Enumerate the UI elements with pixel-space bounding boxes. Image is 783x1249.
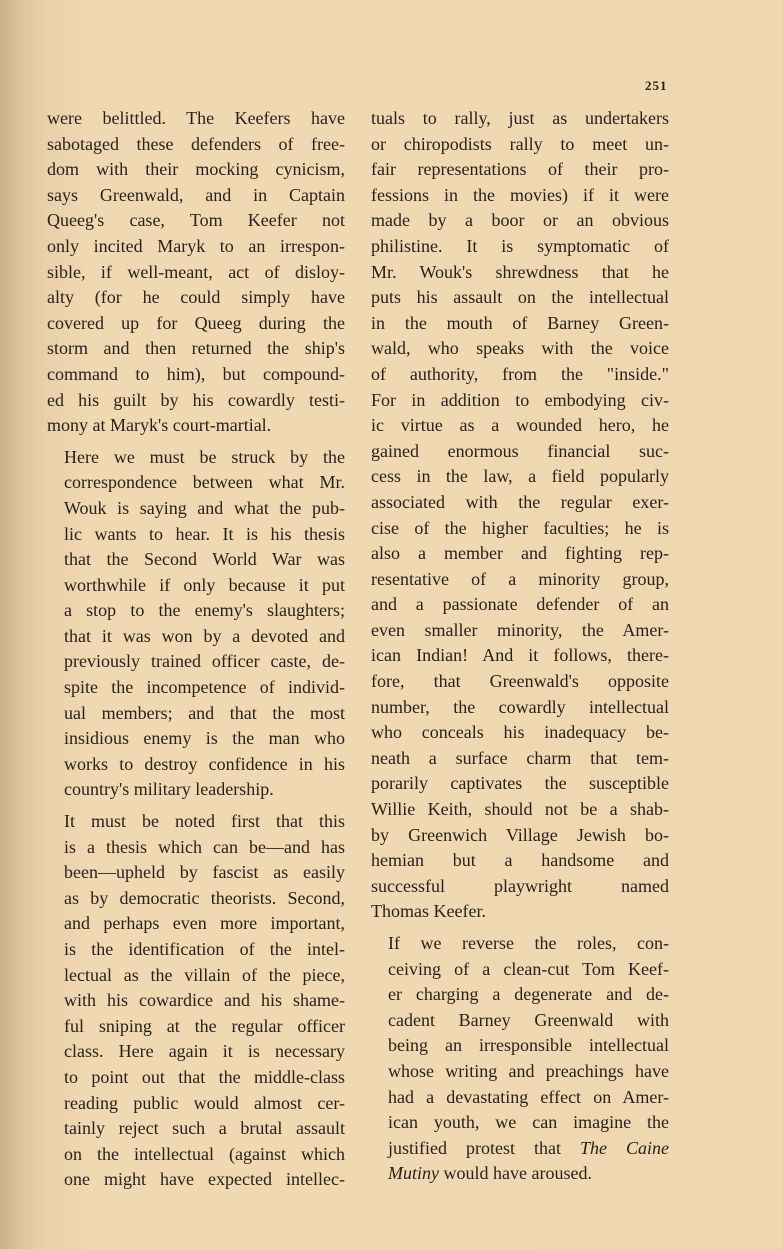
- text-line: lic wants to hear. It is his thesis: [64, 523, 345, 544]
- paragraph-4: [371, 106, 669, 925]
- text-line: class. Here again it is necessary: [64, 1041, 345, 1062]
- book-title-fragment: Mutiny: [388, 1163, 439, 1184]
- text-line: For in addition to embodying civ-: [371, 389, 669, 410]
- right-text-column: [371, 106, 669, 1193]
- text-line: and a passionate defender of an: [371, 594, 669, 615]
- text-fragment: would have aroused.: [439, 1163, 592, 1184]
- text-line: [371, 1136, 669, 1162]
- text-line: puts his assault on the intellectual: [371, 287, 669, 308]
- text-line: insidious enemy is the man who: [64, 728, 345, 749]
- text-line: works to destroy confidence in his: [64, 753, 345, 774]
- text-line: cess in the law, a field popularly: [371, 466, 669, 487]
- paragraph-1: [47, 106, 345, 439]
- text-line: number, the cowardly intellectual: [371, 696, 669, 717]
- text-line: ed his guilt by his cowardly testi-: [47, 389, 345, 410]
- text-line: been—upheld by fascist as easily: [64, 862, 345, 883]
- text-line: only incited Maryk to an irrespon-: [47, 235, 345, 256]
- text-line: fessions in the movies) if it were: [371, 184, 669, 205]
- text-line: hemian but a handsome and: [371, 850, 669, 871]
- text-line: ceiving of a clean-cut Tom Keef-: [388, 958, 669, 979]
- text-line: also a member and fighting rep-: [371, 543, 669, 564]
- text-line: by Greenwich Village Jewish bo-: [371, 824, 669, 845]
- paragraph-5: [371, 931, 669, 1187]
- text-line: tainly reject such a brutal assault: [64, 1118, 345, 1139]
- text-line: previously trained officer caste, de-: [64, 651, 345, 672]
- text-line: a stop to the enemy's slaughters;: [64, 600, 345, 621]
- page-number: 251: [645, 78, 668, 93]
- text-line: ican Indian! And it follows, there-: [371, 645, 669, 666]
- text-line: philistine. It is symptomatic of: [371, 235, 669, 256]
- text-line: or chiropodists rally to meet un-: [371, 133, 669, 154]
- text-line: whose writing and preachings have: [388, 1060, 669, 1081]
- text-line: spite the incompetence of individ-: [64, 677, 345, 698]
- paragraph-3: [47, 809, 345, 1193]
- text-line: country's military leadership.: [64, 779, 274, 800]
- text-line: correspondence between what Mr.: [64, 472, 345, 493]
- text-line: is the identification of the intel-: [64, 939, 345, 959]
- text-line: Queeg's case, Tom Keefer not: [47, 210, 345, 231]
- text-line: in the mouth of Barney Green-: [371, 312, 669, 333]
- text-line: that it was won by a devoted and: [64, 625, 345, 646]
- text-line: Here we must be struck by the: [64, 446, 345, 467]
- text-line: of authority, from the "inside.": [371, 363, 669, 384]
- text-line: fair representations of their pro-: [371, 159, 669, 180]
- paragraph-2: [47, 445, 345, 803]
- text-line: Willie Keith, should not be a shab-: [371, 799, 669, 820]
- text-line: to point out that the middle-class: [64, 1066, 345, 1087]
- text-line: ual members; and that the most: [64, 702, 345, 723]
- text-line: [371, 1161, 669, 1187]
- text-line: If we reverse the roles, con-: [388, 933, 669, 953]
- text-line: command to him), but compound-: [47, 363, 345, 384]
- text-line: had a devastating effect on Amer-: [388, 1086, 669, 1107]
- text-line: mony at Maryk's court-martial.: [47, 415, 272, 436]
- text-line: associated with the regular exer-: [371, 491, 669, 512]
- text-line: storm and then returned the ship's: [47, 338, 345, 359]
- text-line: resentative of a minority group,: [371, 568, 669, 589]
- text-line: on the intellectual (against which: [64, 1143, 345, 1164]
- text-fragment: justified protest that: [388, 1137, 580, 1158]
- text-line: sible, if well-meant, act of disloy-: [47, 261, 345, 282]
- text-line: being an irresponsible intellectual: [388, 1035, 669, 1056]
- text-line: Thomas Keefer.: [371, 901, 486, 922]
- book-title-fragment: The Caine: [580, 1137, 669, 1158]
- text-line: wald, who speaks with the voice: [371, 338, 669, 359]
- text-line: ful sniping at the regular officer: [64, 1015, 345, 1036]
- text-line: who conceals his inadequacy be-: [371, 722, 669, 743]
- text-line: cadent Barney Greenwald with: [388, 1009, 669, 1030]
- text-line: porarily captivates the susceptible: [371, 773, 669, 794]
- text-line: cise of the higher faculties; he is: [371, 517, 669, 538]
- text-line: one might have expected intellec-: [64, 1169, 345, 1190]
- text-line: and perhaps even more important,: [64, 913, 345, 934]
- text-line: alty (for he could simply have: [47, 287, 345, 308]
- text-line: Wouk is saying and what the pub-: [64, 497, 345, 518]
- text-line: successful playwright named: [371, 875, 669, 896]
- text-line: covered up for Queeg during the: [47, 312, 345, 333]
- text-line: reading public would almost cer-: [64, 1092, 345, 1113]
- text-line: er charging a degenerate and de-: [388, 984, 669, 1005]
- text-line: is a thesis which can be—and has: [64, 836, 345, 857]
- text-line: as by democratic theorists. Second,: [64, 887, 345, 908]
- text-line: neath a surface charm that tem-: [371, 747, 669, 768]
- left-text-column: [47, 106, 345, 1199]
- text-line: with his cowardice and his shame-: [64, 990, 345, 1011]
- text-line: Mr. Wouk's shrewdness that he: [371, 261, 669, 282]
- text-line: ic virtue as a wounded hero, he: [371, 415, 669, 436]
- text-line: made by a boor or an obvious: [371, 210, 669, 231]
- text-line: worthwhile if only because it put: [64, 574, 345, 595]
- text-line: tuals to rally, just as undertakers: [371, 108, 669, 128]
- text-line: It must be noted first that this: [64, 811, 345, 832]
- text-line: dom with their mocking cynicism,: [47, 159, 345, 180]
- text-line: lectual as the villain of the piece,: [64, 964, 345, 985]
- text-line: ican youth, we can imagine the: [388, 1112, 669, 1133]
- text-line: sabotaged these defenders of free-: [47, 133, 345, 154]
- text-line: fore, that Greenwald's opposite: [371, 671, 669, 692]
- text-line: gained enormous financial suc-: [371, 440, 669, 461]
- text-line: were belittled. The Keefers have: [47, 108, 345, 128]
- text-line: even smaller minority, the Amer-: [371, 619, 669, 640]
- text-line: that the Second World War was: [64, 549, 345, 570]
- text-line: says Greenwald, and in Captain: [47, 184, 345, 205]
